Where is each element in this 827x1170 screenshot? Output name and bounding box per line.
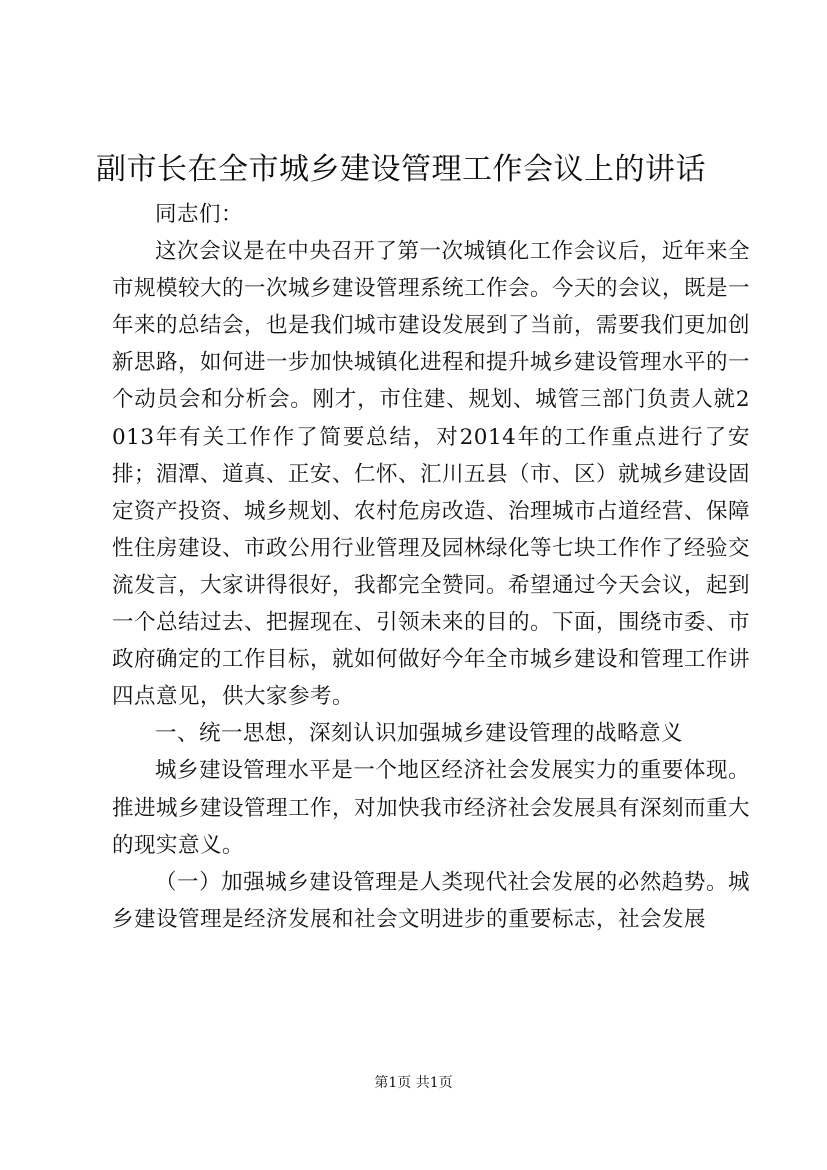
page-number-footer: 第1页 共1页	[374, 1075, 453, 1091]
subsection-paragraph: （一）加强城乡建设管理是人类现代社会发展的必然趋势。城乡建设管理是经济发展和社会文明进步的重要标志，社会发展	[112, 869, 750, 932]
opening-paragraph: 这次会议是在中央召开了第一次城镇化工作会议后，近年来全市规模较大的一次城乡建设管理系统工作会。今天的会议，既是一年来的总结会，也是我们城市建设发展到了当前，需要我们更加创新思路，如何进一步加快城镇化进程和提升城乡建设管理水平的一个动员会和分析会。刚才，市住建、规划、城管三部门负责人就2013年有关工作作了简要总结，对2014年的工作重点进行了安排；湄潭、道真、正安、仁怀、汇川五县（市、区）就城乡建设固定资产投资、城乡规划、农村危房改造、治理城市占道经营、保障性住房建设、市政公用行业管理及园林绿化等七块工作作了经验交流发言，大家讲得很好，我都完全赞同。希望通过今天会议，起到一个总结过去、把握现在、引领未来的目的。下面，围绕市委、市政府确定的工作目标，就如何做好今年全市城乡建设和管理工作讲四点意见，供大家参考。	[112, 239, 751, 710]
section-intro-paragraph: 城乡建设管理水平是一个地区经济社会发展实力的重要体现。推进城乡建设管理工作，对加快我市经济社会发展具有深刻而重大的现实意义。	[112, 758, 751, 858]
section-heading: 一、统一思想，深刻认识加强城乡建设管理的战略意义	[155, 721, 684, 747]
document-title: 副市长在全市城乡建设管理工作会议上的讲话	[96, 152, 706, 187]
greeting-paragraph: 同志们：	[155, 202, 244, 227]
document-body	[112, 196, 750, 938]
